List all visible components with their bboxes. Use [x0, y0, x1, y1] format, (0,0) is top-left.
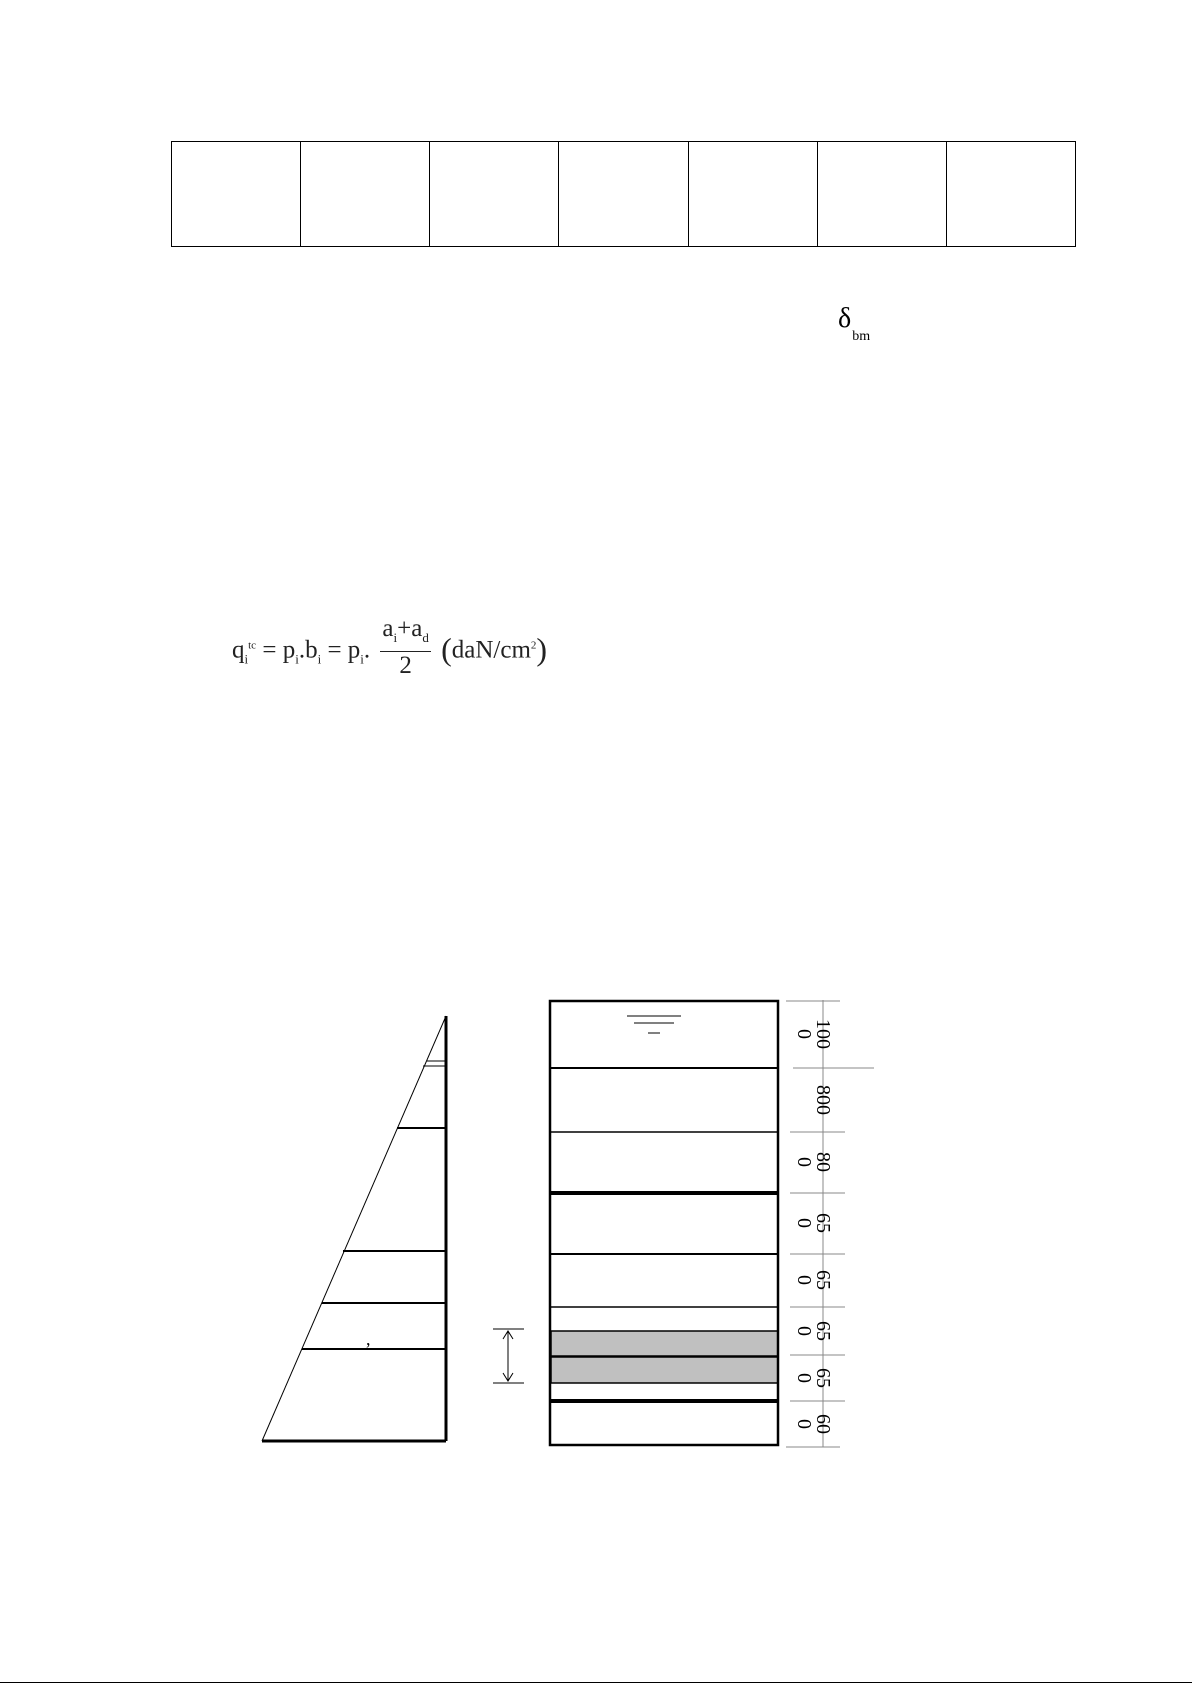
dimension-value: 65: [812, 1321, 834, 1341]
dimension-value: 60: [812, 1414, 834, 1434]
dimension-value: 100: [812, 1019, 834, 1049]
dimension-zero: 0: [793, 1029, 815, 1039]
dimension-zero: 0: [793, 1326, 815, 1336]
dimension-zero: 0: [793, 1419, 815, 1429]
load-formula: $q_i^{tc} = p_i.b_i = p_i$. $\frac{a_i+a_d}{2}$ $(daN/cm^2)$: [232, 615, 548, 679]
dimension-zero: 0: [793, 1218, 815, 1228]
shaded-layer: [551, 1357, 778, 1383]
dimension-value: 65: [812, 1368, 834, 1388]
pressure-triangle: [262, 1016, 446, 1441]
shaded-layer: [551, 1331, 778, 1356]
dimension-value: 80: [812, 1152, 834, 1172]
dimension-value: 65: [812, 1270, 834, 1290]
dimension-value: 800: [812, 1085, 834, 1115]
dimension-zero: 0: [793, 1275, 815, 1285]
delta-symbol: $\delta_{bm}$: [838, 303, 871, 344]
water-level-icon: [627, 1016, 681, 1033]
comma-mark: ,: [366, 1329, 371, 1349]
wall-layers: [550, 1001, 778, 1445]
height-arrow: [493, 1329, 524, 1383]
fraction: $\frac{a_i+a_d}{2}$: [382, 615, 429, 679]
dimension-zero: 0: [793, 1373, 815, 1383]
dimension-value: 65: [812, 1213, 834, 1233]
dimension-zero: 0: [793, 1157, 815, 1167]
page-bottom-rule: [0, 1682, 1192, 1683]
